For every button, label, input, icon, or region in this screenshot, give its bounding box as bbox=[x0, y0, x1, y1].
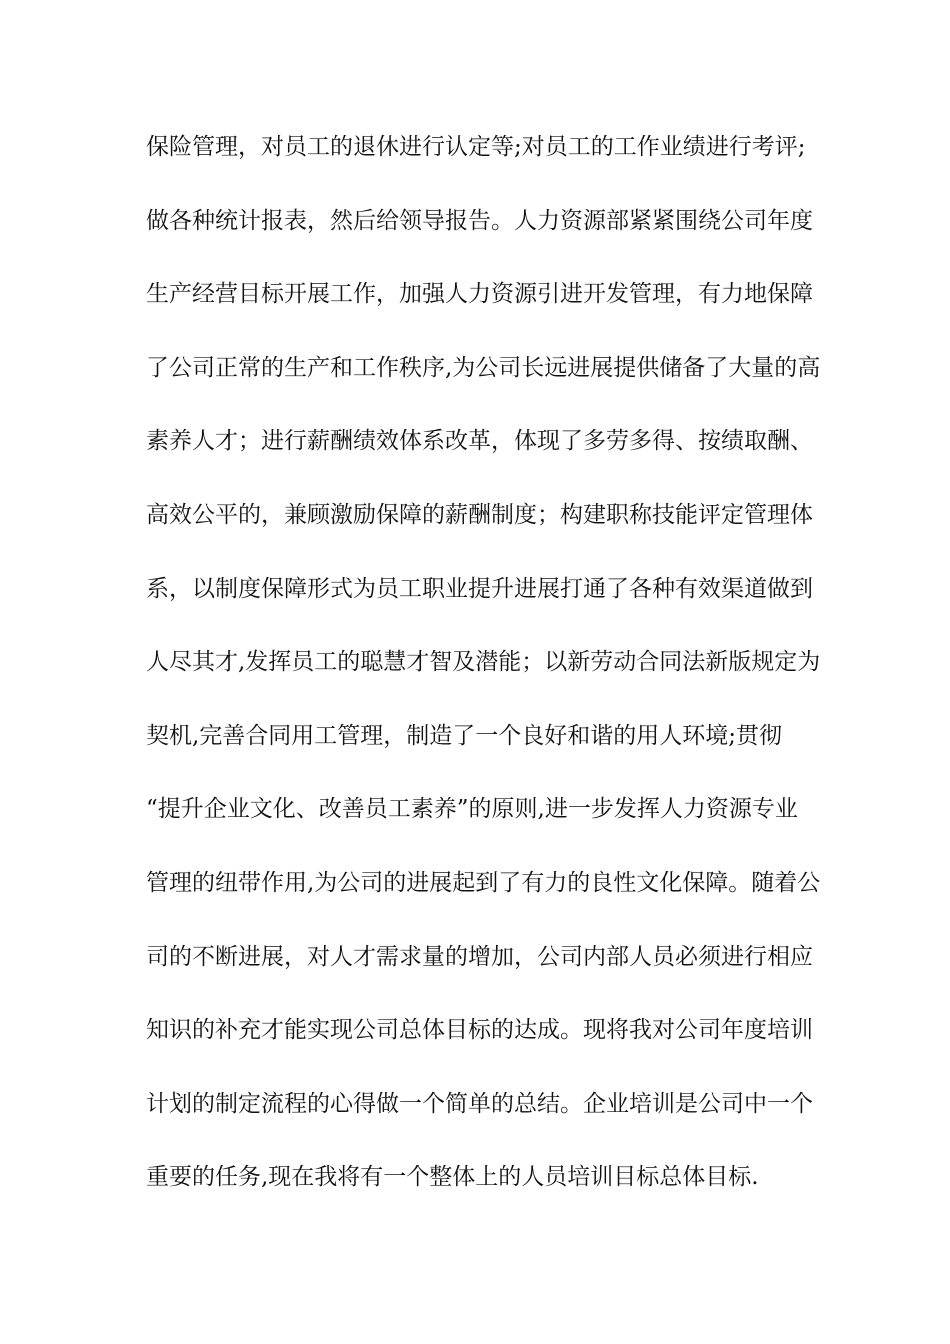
text-line: 保险管理，对员工的退休进行认定等;对员工的工作业绩进行考评; bbox=[146, 134, 806, 160]
text-line: 素养人才；进行薪酬绩效体系改革，体现了多劳多得、按绩取酬、 bbox=[146, 428, 813, 455]
text-line: 做各种统计报表，然后给领导报告。人力资源部紧紧围绕公司年度 bbox=[146, 207, 813, 234]
text-line: 人尽其才,发挥员工的聪慧才智及潜能；以新劳动合同法新版规定为 bbox=[146, 649, 821, 676]
text-line: 计划的制定流程的心得做一个简单的总结。企业培训是公司中一个 bbox=[146, 1090, 813, 1117]
body-text bbox=[146, 126, 826, 1230]
text-line: 知识的补充才能实现公司总体目标的达成。现将我对公司年度培训 bbox=[146, 1017, 813, 1044]
text-line: 生产经营目标开展工作，加强人力资源引进开发管理，有力地保障 bbox=[146, 281, 813, 308]
text-line: 了公司正常的生产和工作秩序,为公司长远进展提供储备了大量的高 bbox=[146, 354, 821, 381]
text-line: 司的不断进展，对人才需求量的增加，公司内部人员必须进行相应 bbox=[146, 943, 813, 970]
text-line: 重要的任务,现在我将有一个整体上的人员培训目标总体目标. bbox=[146, 1164, 759, 1191]
text-line: 管理的纽带作用,为公司的进展起到了有力的良性文化保障。随着公 bbox=[146, 869, 821, 896]
text-line: 契机,完善合同用工管理，制造了一个良好和谐的用人环境;贯彻 bbox=[146, 722, 783, 749]
text-line: “提升企业文化、改善员工素养”的原则,进一步发挥人力资源专业 bbox=[146, 796, 798, 823]
text-line: 系，以制度保障形式为员工职业提升进展打通了各种有效渠道做到 bbox=[146, 575, 813, 602]
text-line: 高效公平的，兼顾激励保障的薪酬制度；构建职称技能评定管理体 bbox=[146, 501, 813, 528]
